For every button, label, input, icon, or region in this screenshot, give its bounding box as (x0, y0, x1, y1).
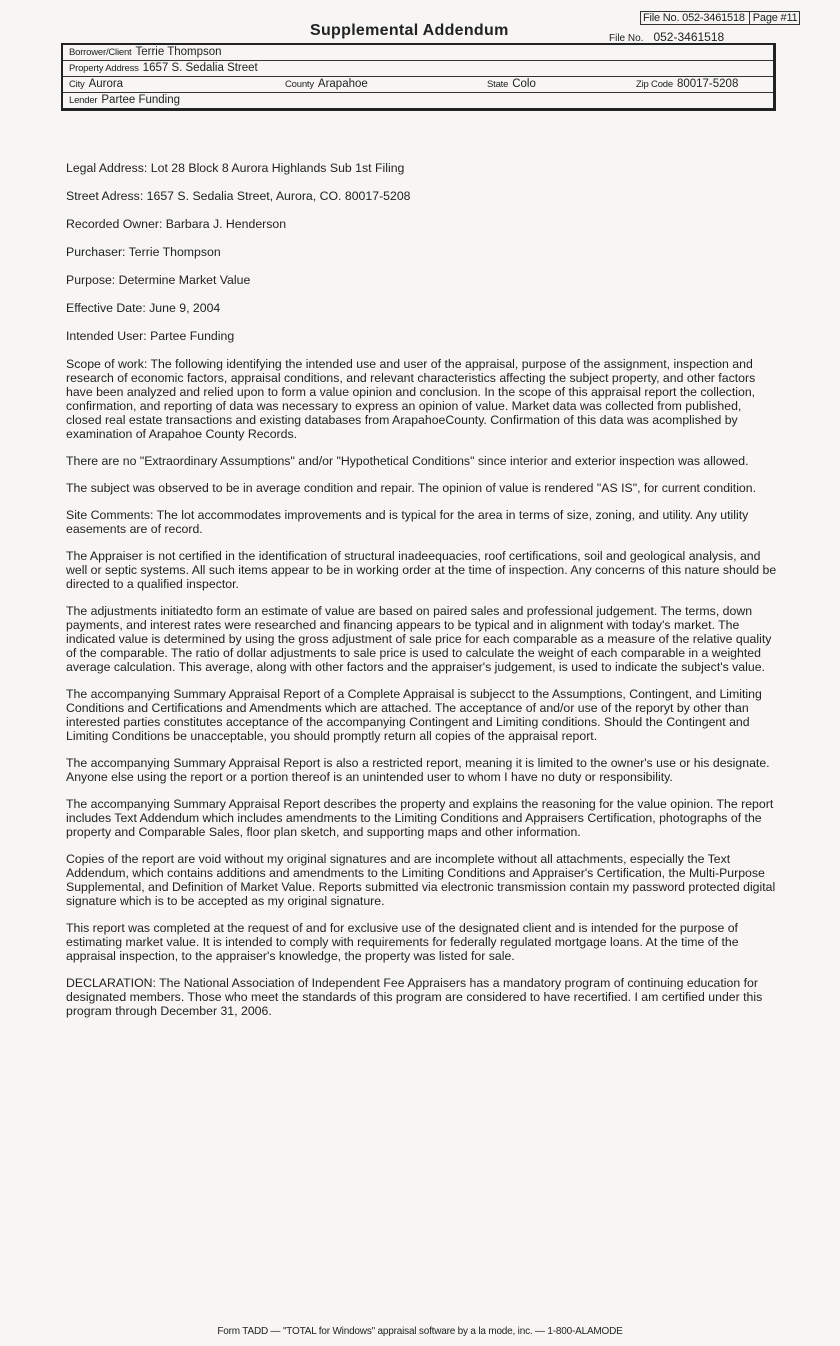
file-no-value: 052-3461518 (653, 30, 725, 44)
header-row-lender (63, 93, 773, 108)
intended-use-paragraph: This report was completed at the request of and for exclusive use of the designated client and is intended for the purpose of estimating market value. It is intended to comply with requirements for federally regulated mortgage loans. At the time of the appraisal inspection, to the appraiser's knowledge, the property was listed for sale. (66, 921, 739, 963)
declaration-paragraph: DECLARATION: The National Association of Independent Fee Appraisers has a mandatory program of continuing education for designated members. Those who meet the standards of this program are considered to have recertified. I am certified under this program through December 31, 2006. (66, 976, 763, 1018)
intended-user: Intended User: Partee Funding (66, 329, 235, 343)
header-row-property-address (63, 61, 773, 77)
state-value: Colo (512, 78, 536, 90)
state-label: State (487, 79, 509, 90)
site-comments-paragraph: Site Comments: The lot accommodates improvements and is typical for the area in terms of size, zoning, and utility. Any utility easements are of record. (66, 508, 749, 536)
assumptions-paragraph: There are no "Extraordinary Assumptions" and/or "Hypothetical Conditions" since interior and exterior inspection was allowed. (66, 454, 749, 468)
header-table (61, 43, 776, 111)
file-box-file-no: File No. 052-3461518 (643, 12, 745, 24)
scope-of-work-paragraph: Scope of work: The following identifying the intended use and user of the appraisal, purpose of the assignment, inspection and research of economic factors, appraisal conditions, and relevant characteristics affecting the subject property, and other factors have been analyzed and relied upon to form a value opinion and conclusion. In the scope of this appraisal report the collection, confirmation, and reporting of data was necessary to express an opinion of value. Market data was collected from published, closed real estate transactions and existing databases from ArapahoeCounty. Confirmation of this data was acomplished by examination of Arapahoe County Records. (66, 357, 756, 441)
certification-limits-paragraph: The Appraiser is not certified in the identification of structural inadeequacies, roof certifications, soil and geological analysis, and well or septic systems. All such items appear to be in working order at the time of inspection. Any concerns of this nature should be directed to a qualified inspector. (66, 549, 777, 591)
restricted-report-paragraph: The accompanying Summary Appraisal Report is also a restricted report, meaning it is limited to the owner's use or his designate. Anyone else using the report or a portion thereof is an unintended user to whom I have no duty or responsibility. (66, 756, 770, 784)
legal-address: Legal Address: Lot 28 Block 8 Aurora Highlands Sub 1st Filing (66, 161, 405, 175)
county-label: County (285, 79, 314, 90)
city-value: Aurora (88, 78, 124, 90)
file-box-page: Page #11 (752, 12, 798, 24)
file-no (609, 30, 724, 44)
report-description-paragraph: The accompanying Summary Appraisal Report describes the property and explains the reasoning for the value opinion. The report includes Text Addendum which includes amendments to the Limiting Conditions and Appraisers Certification, photographs of the property and Comparable Sales, floor plan sketch, and supporting maps and other information. (66, 797, 774, 839)
form-footer: Form TADD — "TOTAL for Windows" appraisal software by a la mode, inc. — 1-800-ALAMODE (217, 1326, 623, 1337)
recorded-owner: Recorded Owner: Barbara J. Henderson (66, 217, 287, 231)
condition-paragraph: The subject was observed to be in average condition and repair. The opinion of value is rendered "AS IS", for current condition. (66, 481, 757, 495)
adjustments-paragraph: The adjustments initiatedto form an estimate of value are based on paired sales and professional judgement. The terms, down payments, and interest rates were researched and financing appears to be typical and in alignment with today's market. The indicated value is determined by using the gross adjustment of sale price for each comparable as a measure of the relative quality of the comparable. The ratio of dollar adjustments to sale price is used to calculate the weight of each comparable in a weighted average calculation. This average, along with other factors and the appraiser's judgement, is used to indicate the subject's value. (66, 604, 772, 674)
zip-value: 80017-5208 (676, 78, 739, 90)
purchaser: Purchaser: Terrie Thompson (66, 245, 221, 259)
city-label: City (69, 79, 85, 90)
borrower-value: Terrie Thompson (135, 46, 222, 58)
contingent-conditions-paragraph: The accompanying Summary Appraisal Report of a Complete Appraisal is subjecct to the Assumptions, Contingent, and Limiting Conditions and Certifications and Amendments which are attached. The acceptance of and/or use of the reporyt by other than interested parties constitutes acceptance of the accompanying Contingent and Limiting conditions. Should the Contingent and Limiting Conditions be unacceptable, you should promptly return all copies of the appraisal report. (66, 687, 762, 743)
effective-date: Effective Date: June 9, 2004 (66, 301, 221, 315)
file-number-box (640, 11, 800, 25)
header-row-borrower (63, 45, 773, 61)
page-title: Supplemental Addendum (310, 22, 509, 39)
property-address-value: 1657 S. Sedalia Street (142, 62, 258, 74)
lender-value: Partee Funding (101, 94, 181, 106)
zip-label: Zip Code (636, 79, 673, 90)
property-address-label: Property Address (69, 63, 139, 74)
signature-validity-paragraph: Copies of the report are void without my original signatures and are incomplete without all attachments, especially the Text Addendum, which contains additions and amendments to the Limiting Conditions and Appraiser's Certification, the Multi-Purpose Supplemental, and Definition of Market Value. Reports submitted via electronic transmission contain my password protected digital signature which is to be accepted as my original signature. (66, 852, 776, 908)
purpose: Purpose: Determine Market Value (66, 273, 251, 287)
lender-label: Lender (69, 95, 98, 106)
file-no-label: File No. (609, 33, 644, 44)
street-address: Street Adress: 1657 S. Sedalia Street, Aurora, CO. 80017-5208 (66, 189, 411, 203)
header-row-city (63, 77, 773, 93)
addendum-body (66, 161, 778, 1031)
borrower-label: Borrower/Client (69, 47, 132, 58)
county-value: Arapahoe (317, 78, 368, 90)
